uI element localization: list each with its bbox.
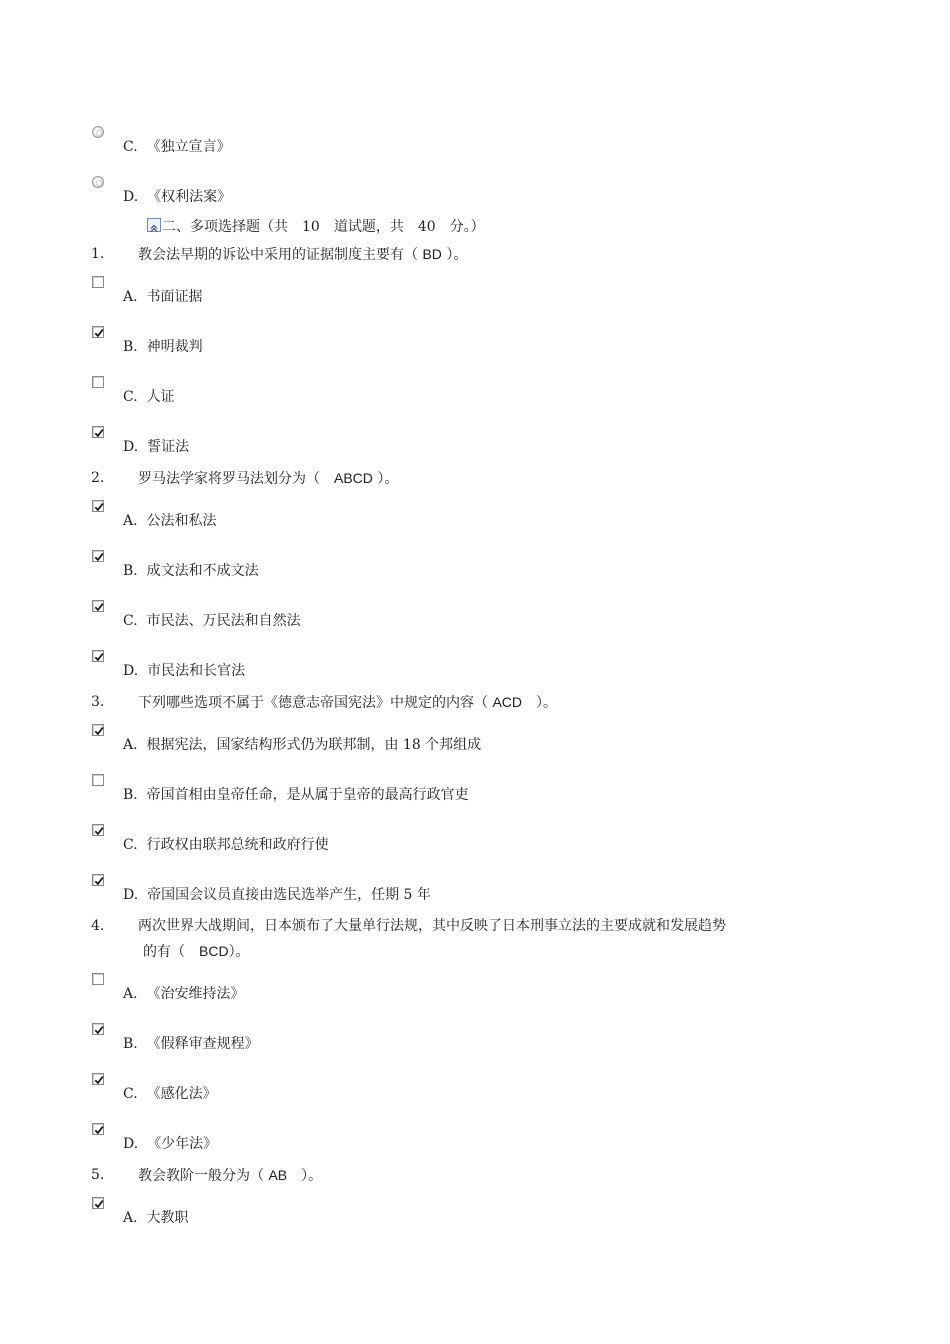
question-number: 3. xyxy=(91,694,105,710)
option-label xyxy=(123,338,203,356)
question-text-end: ）。 xyxy=(441,247,468,263)
option-letter: C. xyxy=(123,837,138,853)
option-checkbox-checked[interactable] xyxy=(92,326,104,338)
question-number: 5. xyxy=(91,1167,105,1183)
option-letter: C. xyxy=(123,139,138,155)
option-text: 誓证法 xyxy=(147,439,190,455)
option-text: 神明裁判 xyxy=(146,339,203,355)
option-letter: A. xyxy=(123,1210,138,1226)
option-letter: A. xyxy=(123,737,138,753)
option-letter: B. xyxy=(123,339,138,355)
option-text: 《假释审查规程》 xyxy=(146,1036,259,1052)
question-number: 4. xyxy=(91,918,105,934)
option-text: 市民法、万民法和自然法 xyxy=(146,613,301,629)
option-label xyxy=(123,188,231,206)
question-text: 罗马法学家将罗马法划分为（ xyxy=(138,471,334,487)
option-checkbox-checked[interactable] xyxy=(92,824,104,836)
option-label xyxy=(123,388,175,406)
option-text: 帝国国会议员直接由选民选举产生，任期 5 年 xyxy=(147,887,431,903)
option-letter: C. xyxy=(123,389,138,405)
option-checkbox-checked[interactable] xyxy=(92,874,104,886)
option-letter: B. xyxy=(123,563,138,579)
question-stem xyxy=(138,469,398,488)
option-letter: D. xyxy=(123,439,139,455)
option-label xyxy=(123,736,481,754)
option-checkbox-checked[interactable] xyxy=(92,1197,104,1209)
answer-key: BCD xyxy=(199,943,229,959)
answer-key: ABCD xyxy=(334,470,373,486)
option-text: 大教职 xyxy=(146,1210,189,1226)
question-text-end: ）。 xyxy=(522,695,558,711)
option-letter: C. xyxy=(123,613,138,629)
question-stem xyxy=(138,1166,322,1185)
answer-key: ACD xyxy=(492,694,523,710)
option-text: 书面证据 xyxy=(146,289,203,305)
option-label xyxy=(123,1085,217,1103)
question-number: 2. xyxy=(91,470,105,486)
option-checkbox-checked[interactable] xyxy=(92,1073,104,1085)
collapse-up-icon[interactable] xyxy=(147,218,161,232)
option-letter: D. xyxy=(123,887,139,903)
option-label xyxy=(123,138,231,156)
option-label xyxy=(123,562,259,580)
option-text: 帝国首相由皇帝任命，是从属于皇帝的最高行政官吏 xyxy=(146,787,469,803)
question-text: 教会教阶一般分为（ xyxy=(138,1168,269,1184)
option-letter: D. xyxy=(123,1136,139,1152)
option-text: 根据宪法，国家结构形式仍为联邦制，由 18 个邦组成 xyxy=(146,737,482,753)
option-label xyxy=(123,1135,217,1153)
option-text: 《独立宣言》 xyxy=(146,139,231,155)
option-checkbox[interactable] xyxy=(92,973,104,985)
option-checkbox-checked[interactable] xyxy=(92,600,104,612)
option-letter: C. xyxy=(123,1086,138,1102)
question-text-end: ）。 xyxy=(228,944,250,960)
option-checkbox-checked[interactable] xyxy=(92,1023,104,1035)
question-number: 1. xyxy=(91,246,105,262)
answer-key: AB xyxy=(268,1167,288,1183)
option-radio[interactable] xyxy=(92,126,104,138)
option-text: 人证 xyxy=(146,389,175,405)
answer-key: BD xyxy=(422,246,442,262)
option-text: 市民法和长官法 xyxy=(147,663,246,679)
option-label xyxy=(123,288,202,306)
option-checkbox-checked[interactable] xyxy=(92,1123,104,1135)
question-text-end: ）。 xyxy=(372,471,399,487)
option-text: 《治安维持法》 xyxy=(146,986,245,1002)
option-label xyxy=(123,1209,188,1227)
option-letter: A. xyxy=(123,986,138,1002)
option-label xyxy=(123,662,245,680)
option-checkbox[interactable] xyxy=(92,376,104,388)
option-label xyxy=(123,886,431,904)
option-text: 成文法和不成文法 xyxy=(146,563,259,579)
question-stem xyxy=(138,917,726,935)
option-checkbox-checked[interactable] xyxy=(92,724,104,736)
option-label xyxy=(123,786,469,804)
option-label xyxy=(123,512,216,530)
option-label xyxy=(123,1035,259,1053)
option-text: 行政权由联邦总统和政府行使 xyxy=(146,837,329,853)
option-letter: A. xyxy=(123,513,138,529)
question-text: 教会法早期的诉讼中采用的证据制度主要有（ xyxy=(138,247,423,263)
option-letter: B. xyxy=(123,1036,138,1052)
option-checkbox-checked[interactable] xyxy=(92,650,104,662)
option-text: 《权利法案》 xyxy=(147,189,232,205)
option-letter: D. xyxy=(123,663,139,679)
option-letter: D. xyxy=(123,189,139,205)
question-text: 下列哪些选项不属于《德意志帝国宪法》中规定的内容（ xyxy=(138,695,493,711)
question-text-end: ）。 xyxy=(287,1168,323,1184)
question-text: 两次世界大战期间，日本颁布了大量单行法规，其中反映了日本刑事立法的主要成就和发展趋势 xyxy=(138,918,726,934)
question-stem-continued xyxy=(143,942,250,961)
option-text: 《少年法》 xyxy=(147,1136,218,1152)
question-text: 的有（ xyxy=(143,944,199,960)
question-stem xyxy=(138,693,557,712)
option-label xyxy=(123,612,301,630)
option-label xyxy=(123,985,244,1003)
option-checkbox-checked[interactable] xyxy=(92,500,104,512)
option-checkbox-checked[interactable] xyxy=(92,426,104,438)
section-title: 二、多项选择题（共 10 道试题，共 40 分。） xyxy=(162,219,485,235)
question-stem xyxy=(138,245,467,264)
option-label xyxy=(123,438,189,456)
option-label xyxy=(123,836,329,854)
option-letter: B. xyxy=(123,787,138,803)
option-checkbox[interactable] xyxy=(92,276,104,288)
option-letter: A. xyxy=(123,289,138,305)
option-text: 公法和私法 xyxy=(146,513,217,529)
option-checkbox-checked[interactable] xyxy=(92,550,104,562)
option-checkbox[interactable] xyxy=(92,774,104,786)
option-radio[interactable] xyxy=(92,176,104,188)
option-text: 《感化法》 xyxy=(146,1086,217,1102)
